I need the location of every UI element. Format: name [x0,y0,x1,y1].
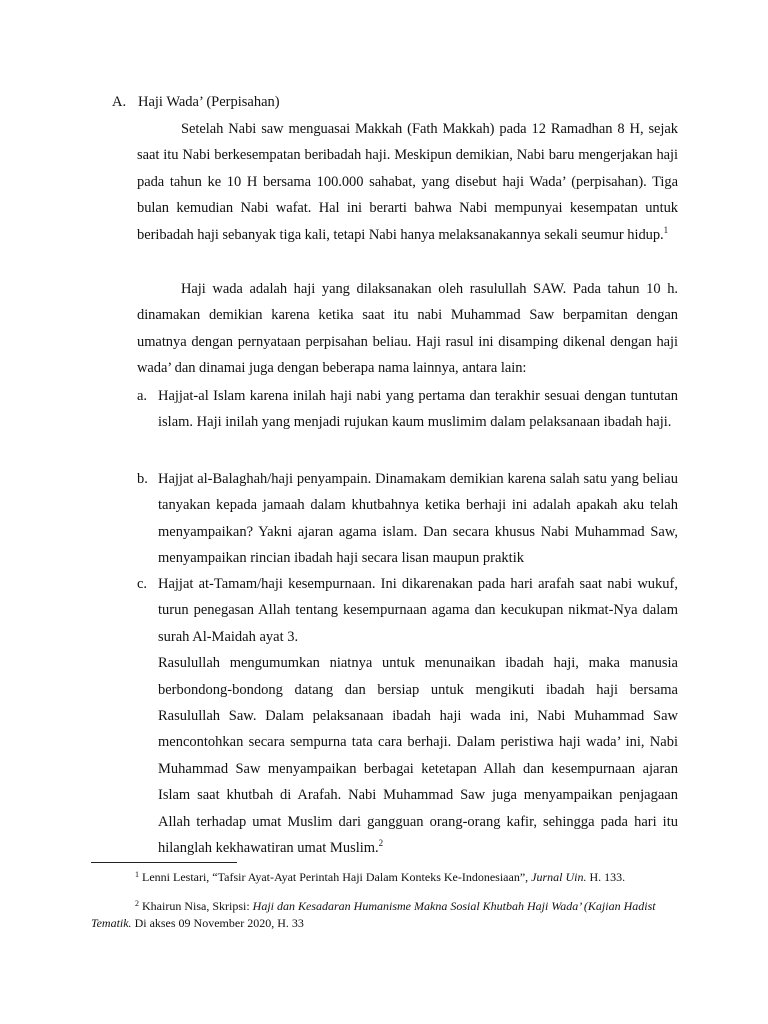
list-item-c-continuation [158,650,678,861]
footnote-ref-1[interactable]: 1 [663,224,669,235]
list-item-c [137,571,678,861]
footnote-1 [91,869,663,886]
list-item-c-text: Hajjat at-Tamam/haji kesempurnaan. Ini dikarenakan pada hari arafah saat nabi wukuf, turun penegasan Allah tentang kesempurnaan agama dan kecukupan nikmat-Nya dalam surah Al-Maidah ayat 3. [158,576,678,645]
section-label: A. [112,94,127,110]
list-item-b-text: Hajjat al-Balaghah/haji penyampain. Dinamakam demikian karena salah satu yang beliau tanyakan kepada jamaah dalam khutbahnya ketika berhaji ini adalah apakah aku telah menyampaikan? Yakni ajaran agama islam. Dan secara khusus Nabi Muhammad Saw, menyampaikan rincian ibadah haji secara lisan maupun praktik [158,471,678,567]
section-title: Haji Wada’ (Perpisahan) [138,94,280,110]
footnote-separator [91,862,237,863]
footnote-1-italic: Jurnal Uin. [531,870,587,884]
paragraph-2-text: Haji wada adalah haji yang dilaksanakan oleh rasulullah SAW. Pada tahun 10 h. dinamakan demikian karena ketika saat itu nabi Muhammad Saw berpamitan dengan umatnya dengan pernyataan perpisahan beliau. Haji rasul ini disamping dikenal dengan haji wada’ dan dinamai juga dengan beberapa nama lainnya, antara lain: [137,281,678,377]
list-item-b [137,466,678,572]
paragraph-2 [137,276,678,382]
list-item-a [137,383,678,436]
footnote-ref-2[interactable]: 2 [378,838,384,849]
footnote-1-suffix: H. 133. [586,870,626,884]
section-heading [112,92,280,112]
footnote-2-prefix: Khairun Nisa, Skripsi: [142,899,253,913]
list-marker-b: b. [137,471,148,487]
footnote-2-suffix: Di akses 09 November 2020, H. 33 [131,916,304,930]
list-marker-c: c. [137,576,148,592]
footnote-2-italic: Haji dan Kesadaran Humanisme Makna Sosial Khutbah Haji Wada’ (Kajian Hadist Tematik. [91,899,656,930]
paragraph-1 [137,116,678,248]
list-item-c-continuation-text: Rasulullah mengumumkan niatnya untuk menunaikan ibadah haji, maka manusia berbondong-bondong datang dan bersiap untuk mengikuti ibadah haji bersama Rasulullah Saw. Dalam pelaksanaan ibadah haji wada ini, Nabi Muhammad Saw mencontohkan secara sempurna tata cara berhaji. Dalam peristiwa haji wada’ ini, Nabi Muhammad Saw menyampaikan berbagai ketetapan Allah dan kesempurnaan ajaran Islam saat khutbah di Arafah. Nabi Muhammad Saw juga menyampaikan penjagaan Allah terhadap umat Muslim dari gangguan orang-orang kafir, sehingga pada hari itu hilanglah kekhawatiran umat Muslim. [158,655,678,857]
footnote-2 [91,898,663,932]
footnote-1-prefix: Lenni Lestari, “Tafsir Ayat-Ayat Perintah Haji Dalam Konteks Ke-Indonesiaan”, [142,870,532,884]
list-marker-a: a. [137,388,148,404]
paragraph-1-text: Setelah Nabi saw menguasai Makkah (Fath Makkah) pada 12 Ramadhan 8 H, sejak saat itu Nabi berkesempatan beribadah haji. Meskipun demikian, Nabi baru mengerjakan haji pada tahun ke 10 H bersama 100.000 sahabat, yang disebut haji Wada’ (perpisahan). Tiga bulan kemudian Nabi wafat. Hal ini berarti bahwa Nabi mempunyai kesempatan untuk beribadah haji sebanyak tiga kali, tetapi Nabi hanya melaksanakannya sekali seumur hidup. [137,121,678,243]
list-item-a-text: Hajjat-al Islam karena inilah haji nabi yang pertama dan terakhir sesuai dengan tuntutan islam. Haji inilah yang menjadi rujukan kaum muslimim dalam pelaksanaan ibadah haji. [158,388,678,431]
footnote-1-number: 1 [135,870,139,879]
footnote-2-number: 2 [135,899,139,908]
